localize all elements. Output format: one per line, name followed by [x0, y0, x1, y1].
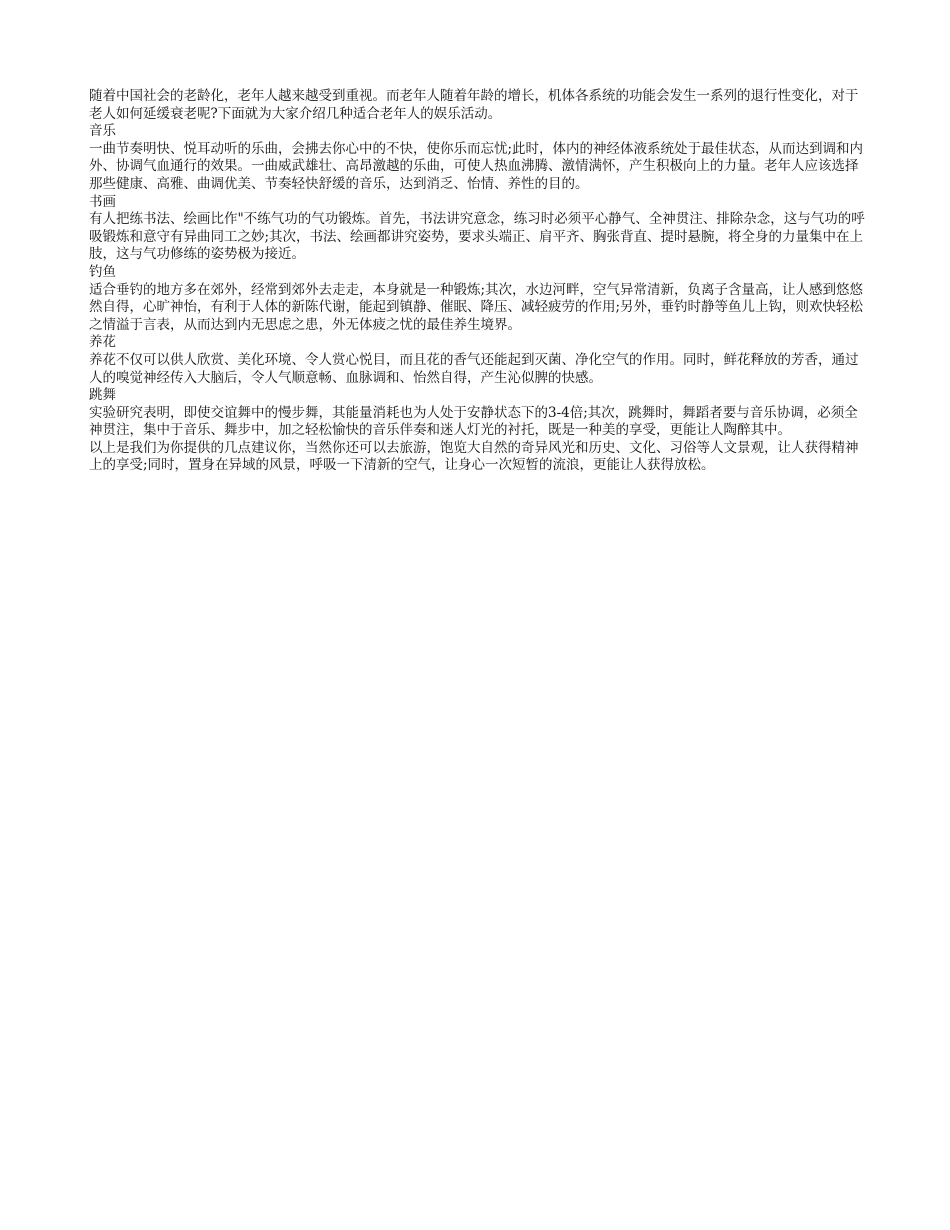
section-heading-calligraphy: 书画	[89, 193, 116, 210]
section-body-calligraphy: 有人把练书法、绘画比作"不练气功的气功锻炼。首先，书法讲究意念，练习时必须平心静气、全神贯注、排除杂念，这与气功的呼吸锻炼和意守有异曲同工之妙;其次，书法、绘画都讲究姿势，要求头端正、肩平齐、胸张背直、提时悬腕，将全身的力量集中在上肢，这与气功修练的姿势极为接近。	[89, 211, 865, 263]
section-heading-fishing: 钓鱼	[89, 263, 116, 280]
section-heading-flowers: 养花	[89, 334, 116, 351]
document-body	[89, 88, 871, 475]
intro-paragraph: 随着中国社会的老龄化，老年人越来越受到重视。而老年人随着年龄的增长，机体各系统的功能会发生一系列的退行性变化，对于老人如何延缓衰老呢?下面就为大家介绍几种适合老年人的娱乐活动。	[89, 88, 859, 122]
conclusion-paragraph: 以上是我们为你提供的几点建议你，当然你还可以去旅游，饱览大自然的奇异风光和历史、文化、习俗等人文景观，让人获得精神上的享受;同时，置身在异域的风景，呼吸一下清新的空气，让身心一次短暂的流浪，更能让人获得放松。	[89, 439, 859, 474]
section-body-fishing: 适合垂钓的地方多在郊外，经常到郊外去走走，本身就是一种锻炼;其次，水边河畔，空气异常清新，负离子含量高，让人感到悠悠然自得，心旷神怡，有利于人体的新陈代谢，能起到镇静、催眠、降压、减轻疲劳的作用;另外，垂钓时静等鱼儿上钩，则欢快轻松之情溢于言表，从而达到内无思虑之患，外无体疲之忧的最佳养生境界。	[89, 281, 864, 333]
section-body-music: 一曲节奏明快、悦耳动听的乐曲，会拂去你心中的不快，使你乐而忘忧;此时，体内的神经体液系统处于最佳状态，从而达到调和内外、协调气血通行的效果。一曲威武雄壮、高昂激越的乐曲，可使人热血沸腾、激情满怀，产生积极向上的力量。老年人应该选择那些健康、高雅、曲调优美、节奏轻快舒缓的音乐，达到消乏、怡情、养性的目的。	[89, 140, 864, 192]
section-body-flowers: 养花不仅可以供人欣赏、美化环境、令人赏心悦目，而且花的香气还能起到灭菌、净化空气的作用。同时，鲜花释放的芳香，通过人的嗅觉神经传入大脑后，令人气顺意畅、血脉调和、怡然自得，产生沁似脾的快感。	[89, 351, 859, 386]
section-heading-dance: 跳舞	[89, 387, 116, 404]
section-heading-music: 音乐	[89, 123, 116, 140]
section-body-dance: 实验研究表明，即使交谊舞中的慢步舞，其能量消耗也为人处于安静状态下的3-4倍;其次，跳舞时，舞蹈者要与音乐协调，必须全神贯注，集中于音乐、舞步中，加之轻松愉快的音乐伴奏和迷人灯光的衬托，既是一种美的享受，更能让人陶醉其中。	[89, 404, 858, 439]
